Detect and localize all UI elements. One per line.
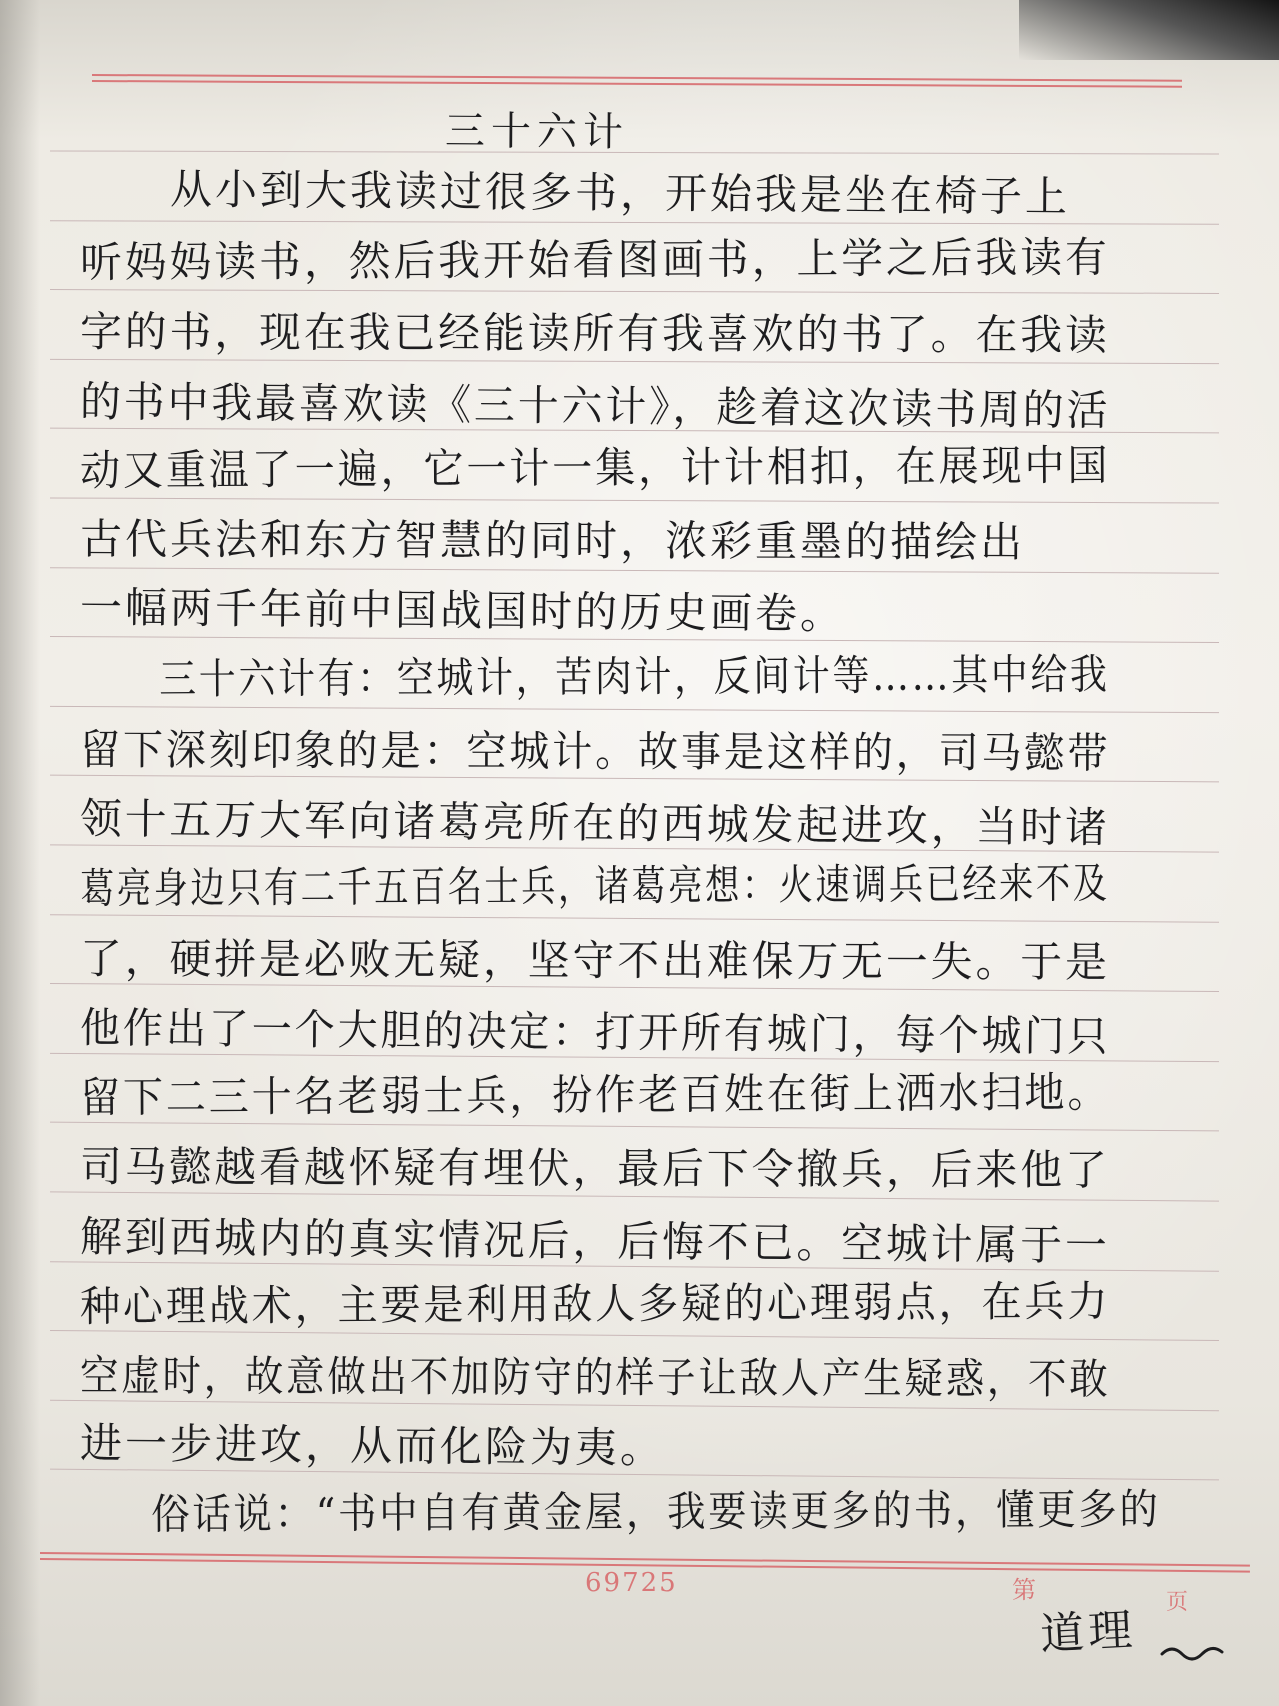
essay-line: 留下二三十名老弱士兵，扮作老百姓在街上洒水扫地。 [79,1067,1111,1122]
essay-line: 的书中我最喜欢读《三十六计》，趁着这次读书周的活 [79,376,1111,435]
essay-line: 从小到大我读过很多书，开始我是坐在椅子上 [79,163,1071,222]
squiggle-mark [1160,1640,1230,1664]
essay-line: 听妈妈读书，然后我开始看图画书，上学之后我读有 [79,232,1110,287]
essay-line: 种心理战术，主要是利用敌人多疑的心理弱点，在兵力 [79,1276,1111,1331]
essay-line: 进一步进攻，从而化险为夷。 [79,1418,666,1473]
essay-line: 领十五万大军向诸葛亮所在的西城发起进攻，当时诸 [79,794,1111,853]
essay-line: 葛亮身边只有二千五百名士兵，诸葛亮想：火速调兵已经来不及 [79,858,1110,913]
essay-line: 解到西城内的真实情况后，后悔不已。空城计属于一 [79,1212,1111,1270]
essay-line: 古代兵法和东方智慧的同时，浓彩重墨的描绘出 [79,514,1026,567]
essay-line: 他作出了一个大胆的决定：打开所有城门，每个城门只 [79,1003,1111,1062]
essay-line: 一幅两千年前中国战国时的历史画卷。 [79,582,846,638]
essay-line: 空虚时，故意做出不加防守的样子让敌人产生疑惑，不敢 [79,1351,1111,1404]
essay-line: 字的书，现在我已经能读所有我喜欢的书了。在我读 [79,307,1110,360]
essay-line: 俗话说：“书中自有黄金屋，我要读更多的书，懂更多的 [109,1484,1161,1540]
essay-line: 司马懿越看越怀疑有埋伏，最后下令撤兵，后来他了 [79,1142,1110,1195]
page-label-ye: 页 [1166,1590,1189,1615]
page-label-di: 第 [1012,1576,1036,1604]
essay-line: 留下深刻印象的是：空城计。故事是这样的，司马懿带 [79,724,1111,778]
essay-title: 三十六计 [444,108,630,156]
essay-line: 动又重温了一遍，它一计一集，计计相扣，在展现中国 [79,440,1111,496]
continuation-text: 道理 [1038,1604,1138,1661]
essay-line: 了，硬拼是必败无疑，坚守不出难保万无一失。于是 [79,933,1110,987]
essay-line: 三十六计有：空城计，苦肉计，反间计等……其中给我 [79,649,1110,705]
page-number: 69725 [585,1568,678,1598]
